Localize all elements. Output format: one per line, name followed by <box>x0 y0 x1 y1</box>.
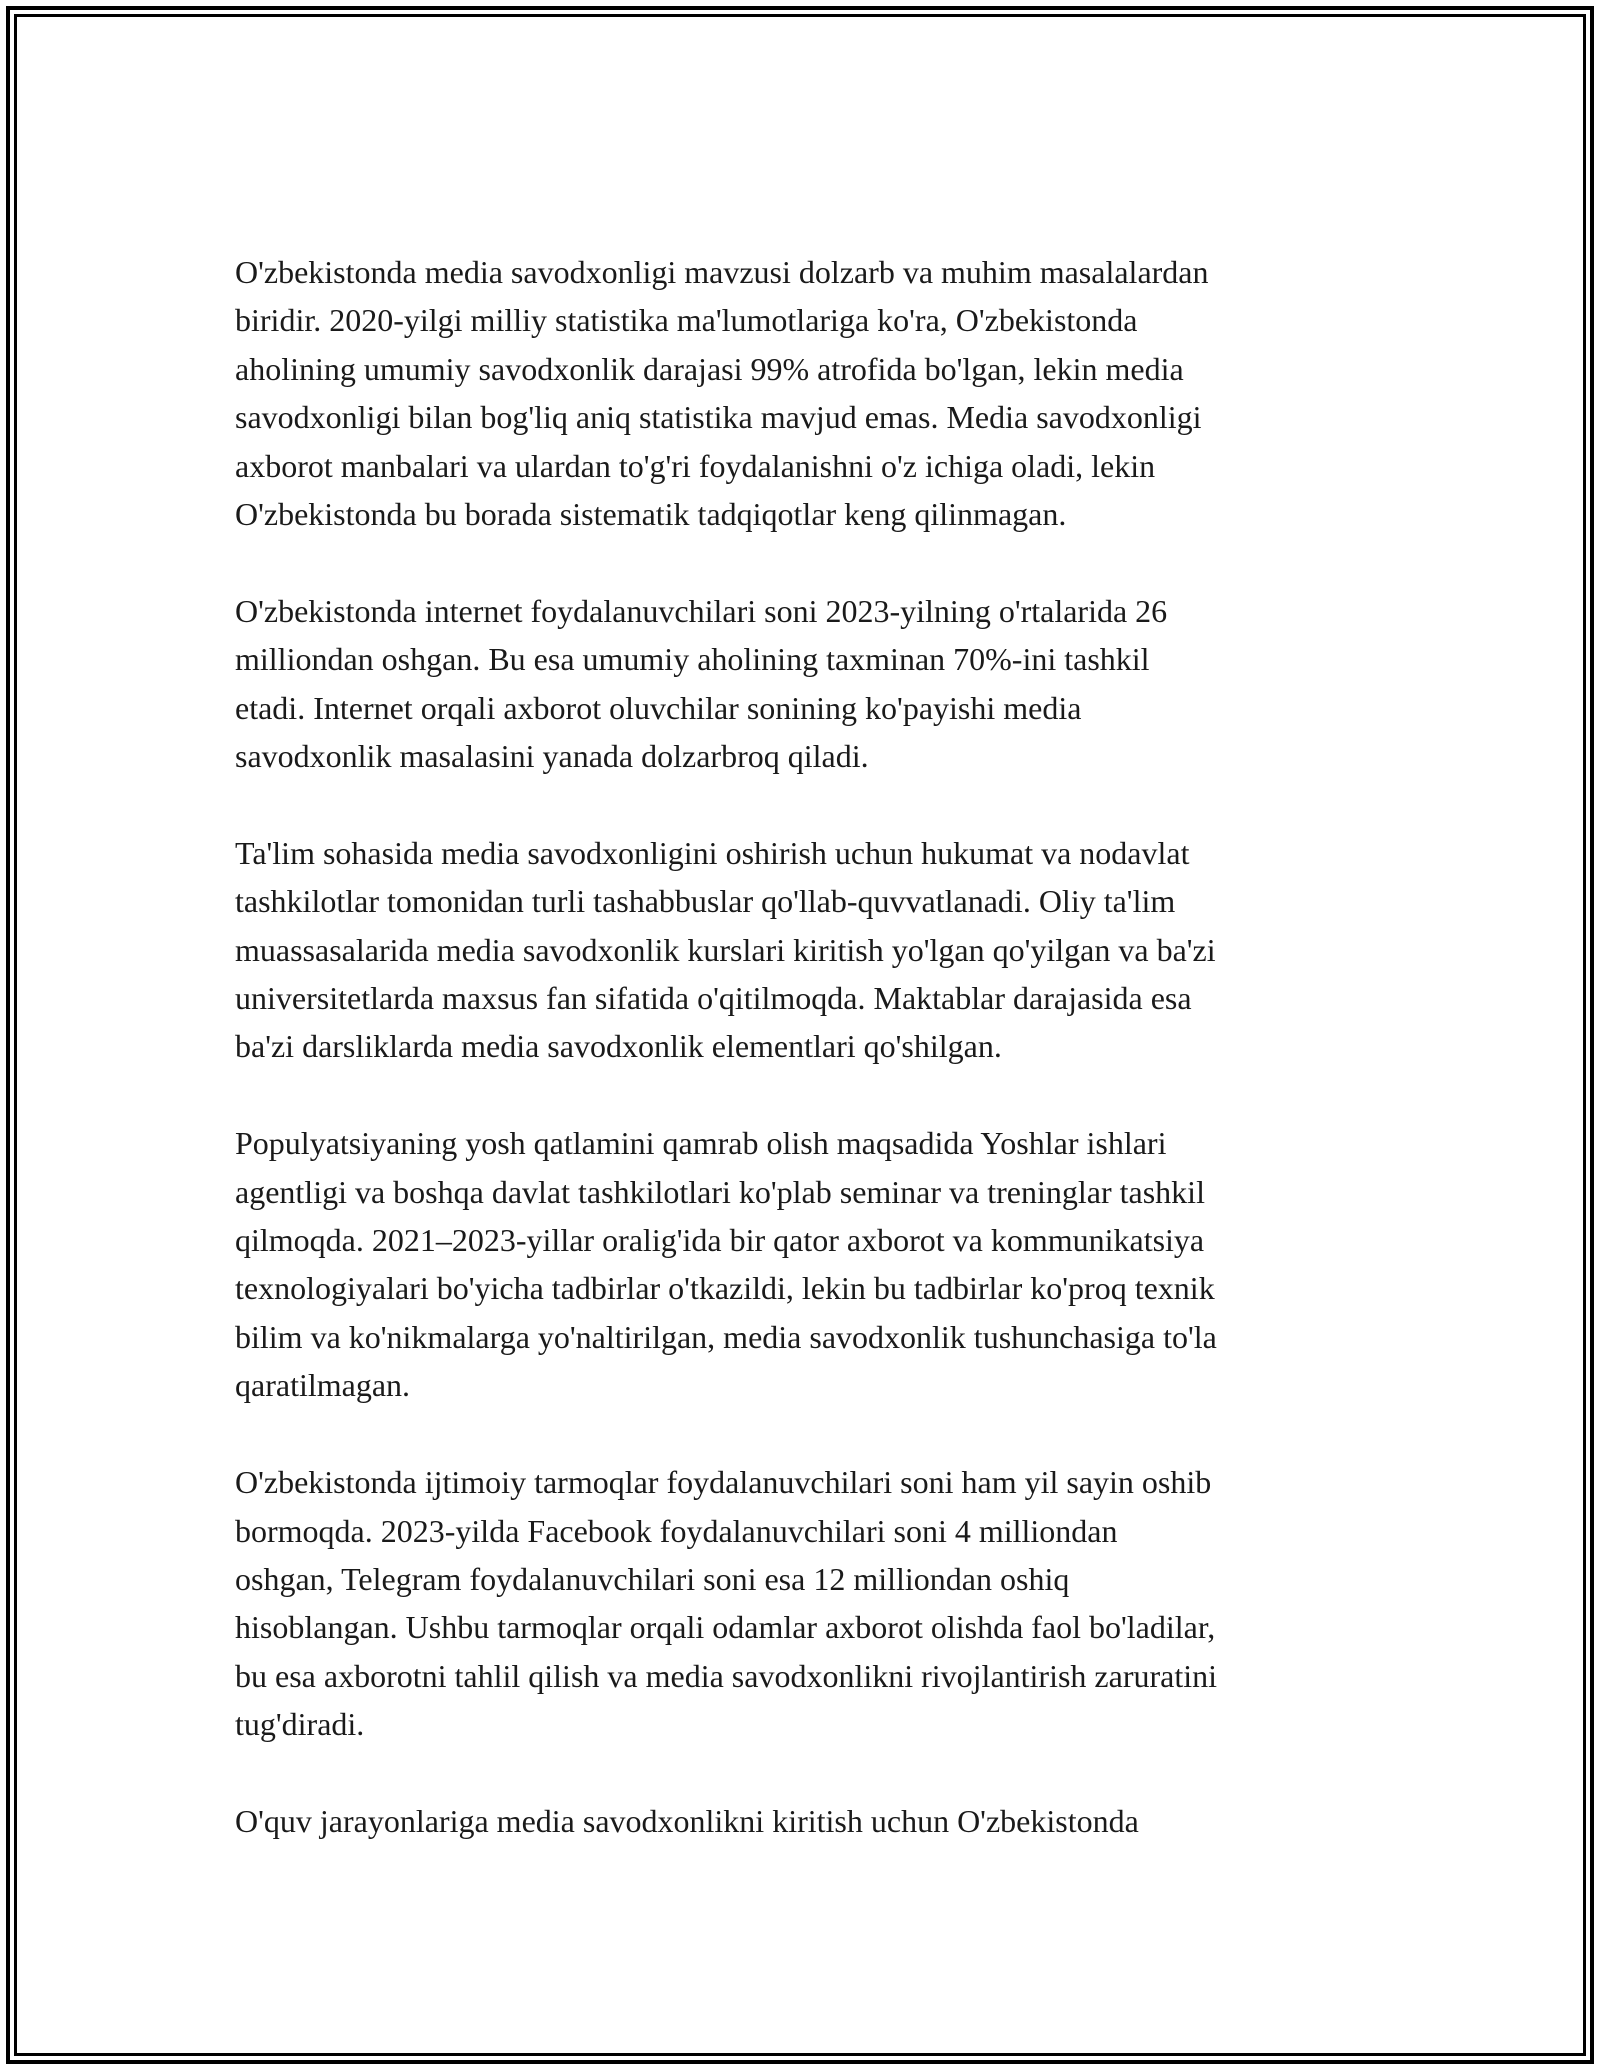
paragraph-3: Ta'lim sohasida media savodxonligini oshirish uchun hukumat va nodavlat tashkilotlar tomonidan turli tashabbuslar qo'llab-quvvatlanadi. Oliy ta'lim muassasalarida media savodxonlik kurslari kiritish yo'lgan qo'yilgan va ba'zi universitetlarda maxsus fan sifatida o'qitilmoqda. Maktablar darajasida esa ba'zi darsliklarda media savodxonlik elementlari qo'shilgan. <box>235 834 1216 1065</box>
paragraph-5: O'zbekistonda ijtimoiy tarmoqlar foydalanuvchilari soni ham yil sayin oshib bormoqda. 2023-yilda Facebook foydalanuvchilari soni 4 milliondan oshgan, Telegram foydalanuvchilari soni esa 12 milliondan oshiq hisoblangan. Ushbu tarmoqlar orqali odamlar axborot olishda faol bo'ladilar, bu esa axborotni tahlil qilish va media savodxonlikni rivojlantirish zaruratini tug'diradi. <box>235 1464 1218 1743</box>
paragraph-4: Populyatsiyaning yosh qatlamini qamrab olish maqsadida Yoshlar ishlari agentligi va boshqa davlat tashkilotlari ko'plab seminar va treninglar tashkil qilmoqda. 2021–2023-yillar oralig'ida bir qator axborot va kommunikatsiya texnologiyalari bo'yicha tadbirlar o'tkazildi, lekin bu tadbirlar ko'proq texnik bilim va ko'nikmalarga yo'naltirilgan, media savodxonlik tushunchasiga to'la qaratilmagan. <box>235 1125 1217 1404</box>
paragraph-6: O'quv jarayonlariga media savodxonlikni kiritish uchun O'zbekistonda <box>235 1802 1139 1839</box>
paragraph-2: O'zbekistonda internet foydalanuvchilari soni 2023-yilning o'rtalarida 26 milliondan oshgan. Bu esa umumiy aholining taxminan 70%-ini tashkil etadi. Internet orqali axborot oluvchilar sonining ko'payishi media savodxonlik masalasini yanada dolzarbroq qiladi. <box>235 592 1168 775</box>
paragraph-1: O'zbekistonda media savodxonligi mavzusi dolzarb va muhim masalalardan biridir. 2020-yilgi milliy statistika ma'lumotlariga ko'ra, O'zbekistonda aholining umumiy savodxonlik darajasi 99% atrofida bo'lgan, lekin media savodxonligi bilan bog'liq aniq statistika mavjud emas. Media savodxonligi axborot manbalari va ulardan to'g'ri foydalanishni o'z ichiga oladi, lekin O'zbekistonda bu borada sistematik tadqiqotlar keng qilinmagan. <box>235 254 1209 533</box>
document-body <box>235 248 1370 1894</box>
